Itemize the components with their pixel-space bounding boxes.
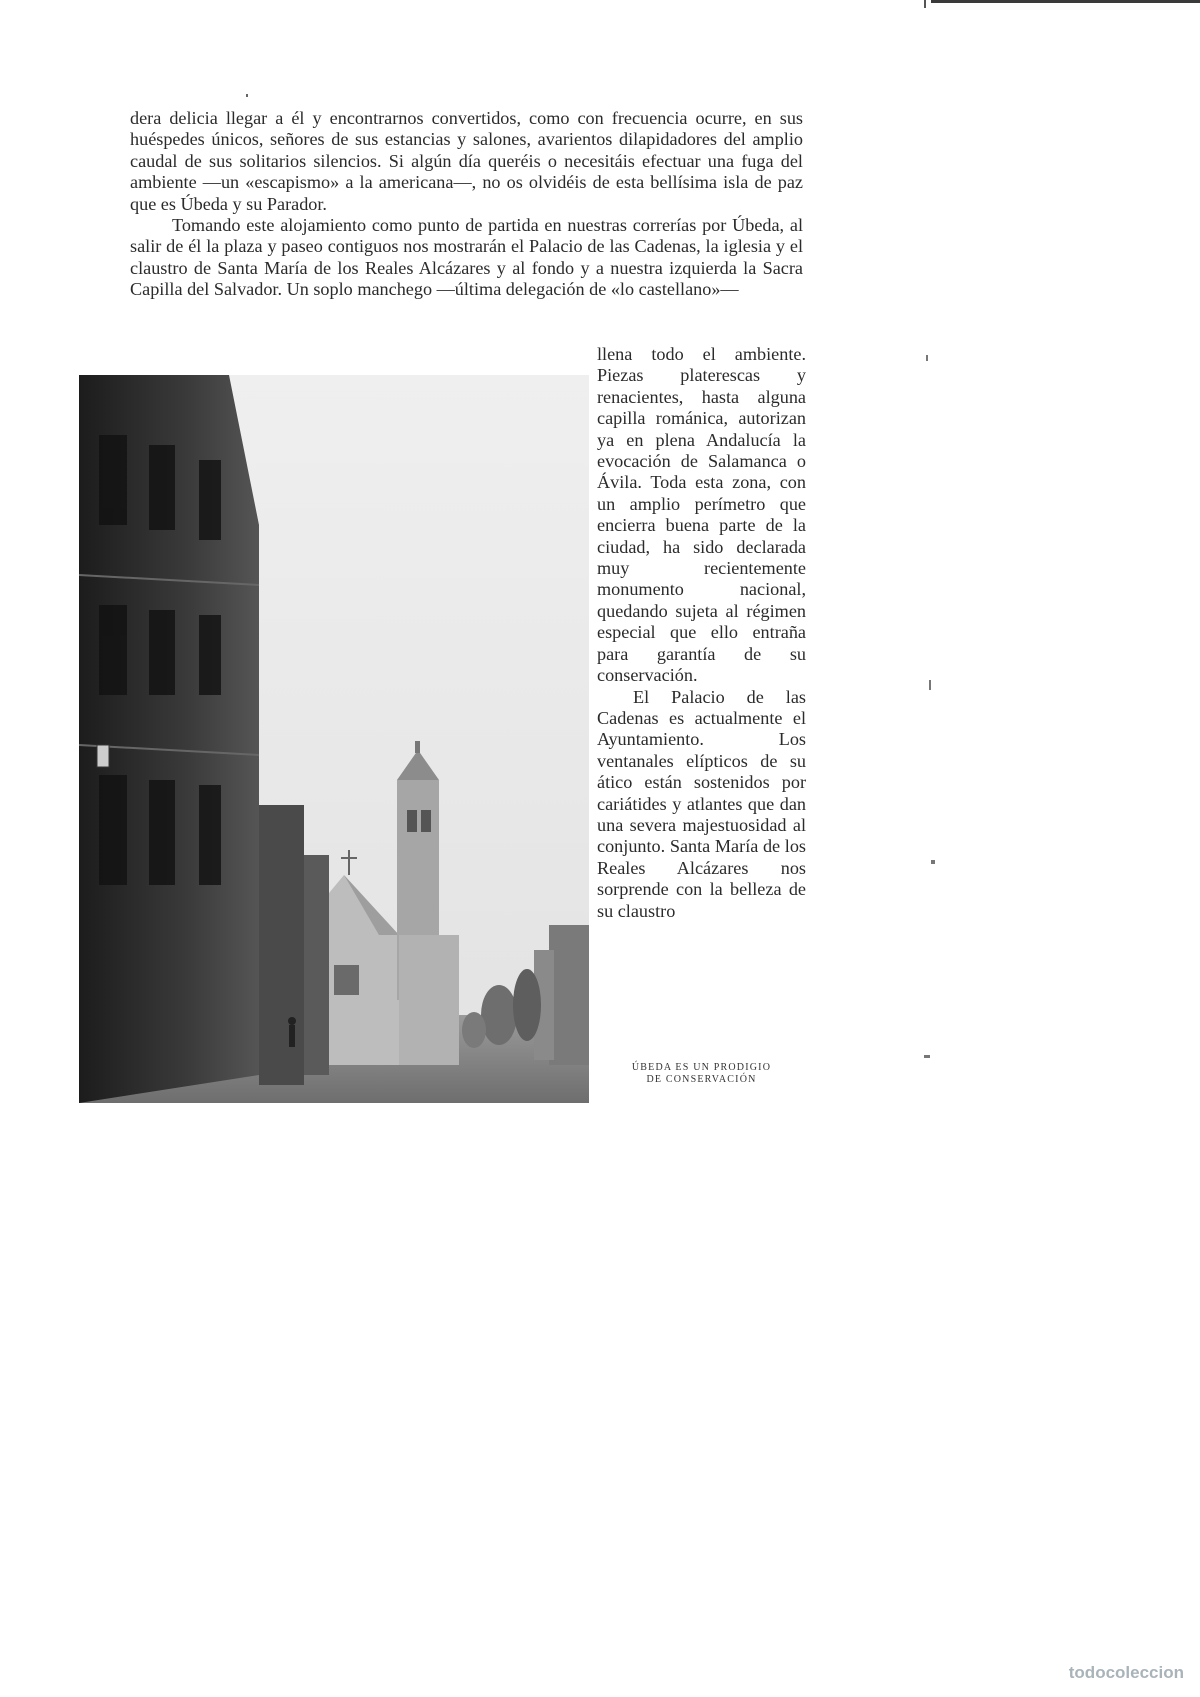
photo-caption [597, 1062, 806, 1086]
column-paragraph-2: El Palacio de las Cadenas es actualmente el Ayuntamiento. Los ventanales elípticos de su ático están sostenidos por cariátides y atlantes que dan una severa majestuosidad al conjunto. Santa María de los Reales Alcázares nos sorprende con la belleza de su claustro [597, 686, 806, 921]
edge-speck [929, 680, 931, 690]
watermark: todocoleccion [1068, 1663, 1184, 1682]
top-edge-line [931, 0, 1200, 3]
photo-illustration [79, 375, 589, 1103]
column-paragraph-1: llena todo el ambiente. Piezas platerescas y renacientes, hasta alguna capilla románica, autorizan ya en plena Andalucía la evocación de Salamanca o Ávila. Toda esta zona, con un amplio perímetro que encierra buena parte de la ciudad, ha sido declarada muy recientemente monumento nacional, quedando sujeta al régimen especial que ello entraña para garantía de su conservación. [597, 344, 806, 686]
street-church-photo [79, 375, 589, 1103]
edge-speck [931, 860, 935, 864]
caption-line-2: DE CONSERVACIÓN [646, 1074, 757, 1085]
article-body [130, 108, 803, 301]
paragraph-1: dera delicia llegar a él y encontrarnos convertidos, como con frecuencia ocurre, en sus huéspedes únicos, señores de sus estancias y salones, avarientos dilapidadores del amplio caudal de sus solitarios silencios. Si algún día queréis o necesitáis efectuar una fuga del ambiente —un «escapismo» a la americana—, no os olvidéis de esta bellísima isla de paz que es Úbeda y su Parador. [130, 108, 803, 214]
paragraph-2: Tomando este alojamiento como punto de partida en nuestras correrías por Úbeda, al salir de él la plaza y paseo contiguos nos mostrarán el Palacio de las Cadenas, la iglesia y el claustro de Santa María de los Reales Alcázares y al fondo y a nuestra izquierda la Sacra Capilla del Salvador. Un soplo manchego —última delegación de «lo castellano»— [130, 215, 803, 300]
speck [246, 94, 248, 97]
edge-speck [924, 1055, 930, 1058]
caption-line-1: ÚBEDA ES UN PRODIGIO [631, 1062, 772, 1073]
edge-speck [926, 355, 928, 361]
narrow-column [597, 344, 806, 922]
top-edge-mark [924, 0, 926, 8]
